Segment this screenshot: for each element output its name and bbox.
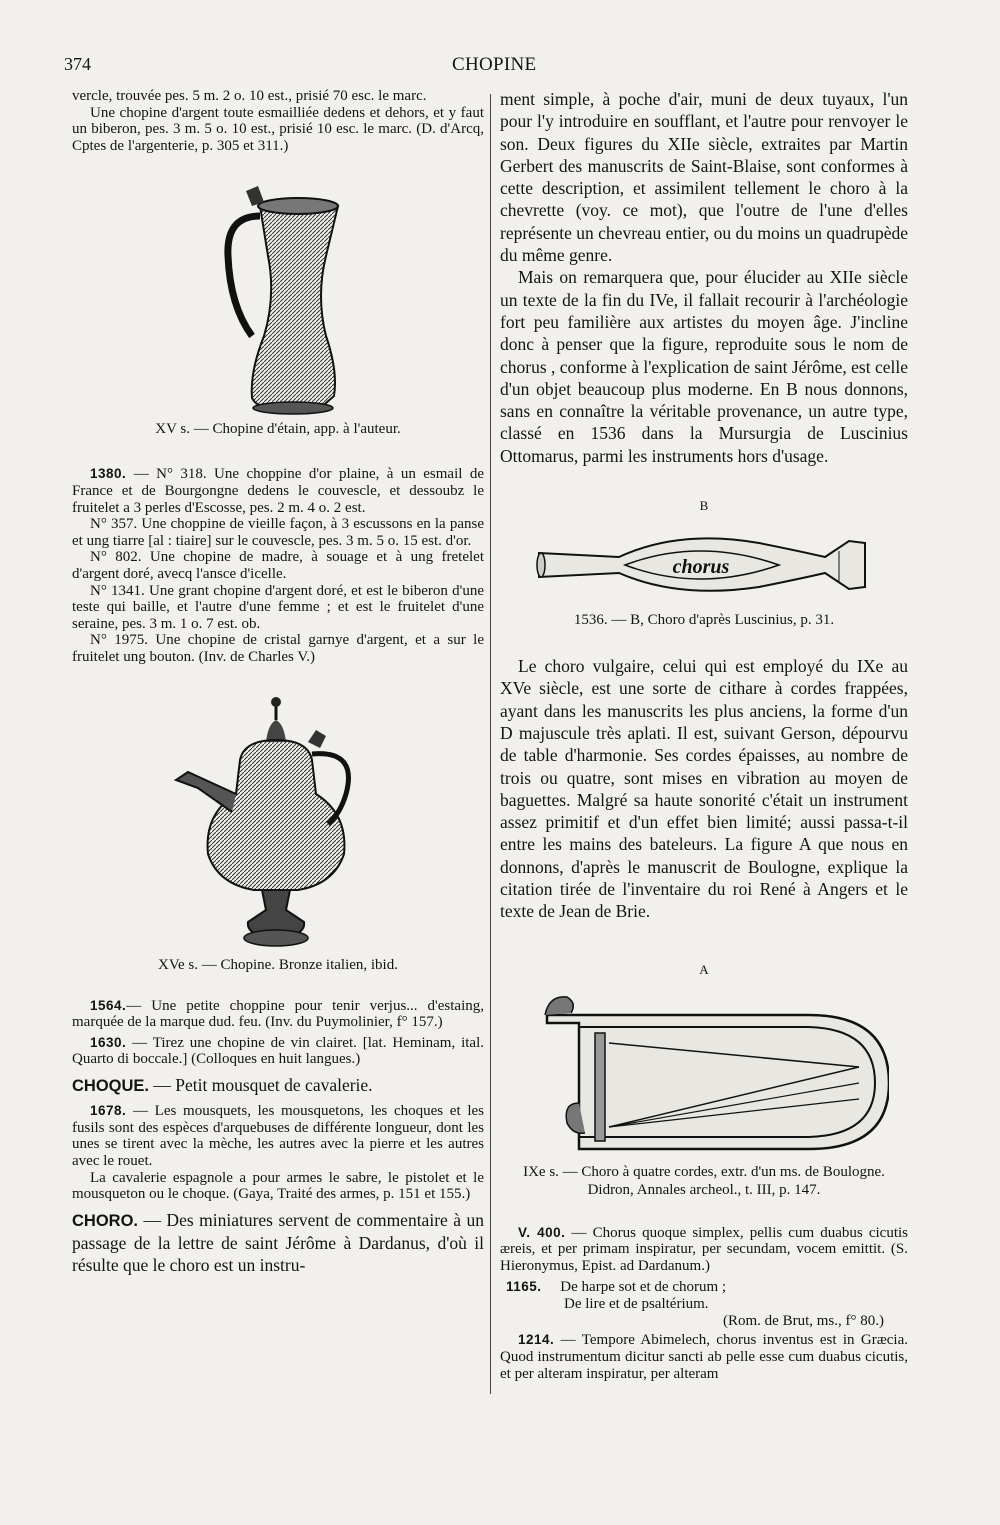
figure-letter-b: B [699, 498, 709, 514]
entry-text: — Tempore Abimelech, chorus inventus est in Græcia. Quod instrumentum dicitur sancti ab pelle esse cum duabus cicutis, et per alteram inspiratur, per alteram [500, 1332, 908, 1382]
entry-text: N° 1341. Une grant chopine d'argent doré, et est le biberon d'une teste qui baille, et l'autre d'une femme ; et est le fruitelet d'une seraine, pes. 3 m. 1 o. 7 est. ob. [72, 582, 484, 632]
right-column [500, 88, 908, 1382]
figure-caption-bronze-ewer: XVe s. — Chopine. Bronze italien, ibid. [158, 956, 398, 973]
entry-year: 1630. [90, 1034, 127, 1050]
entry-1630 [72, 1035, 484, 1068]
entry-year: V. 400. [518, 1224, 566, 1240]
pewter-jug-illustration [148, 166, 408, 416]
entry-1564 [72, 998, 484, 1031]
paragraph: Mais on remarquera que, pour élucider au XIIe siècle un texte de la fin du IVe, il fallait recourir à l'archéologie fort peu familière aux artistes du moyen âge. J'incline donc à penser que la figure, reproduite sous le nom de chorus , conforme à l'explication de saint Jérôme, est celle d'un objet beaucoup plus moderne. En B nous donnons, sans en connaître la véritable provenance, un autre type, classé en 1536 dans la Mursurgia de Luscinius Ottomarus, parmi les instruments hors d'usage. [500, 267, 908, 466]
figure-caption-pewter-jug: XV s. — Chopine d'étain, app. à l'auteur. [155, 421, 401, 438]
entry-text: N° 1975. Une chopine de cristal garnye d'argent, et a sur le fruitelet ung bouton. (Inv. de Charles V.) [72, 632, 484, 665]
entry-text: — Chorus quoque simplex, pellis cum duabus cicutis æreis, et per primam inspiratur, per secundam, vocem emittit. (S. Hieronymus, Epist. ad Dardanum.) [500, 1224, 908, 1274]
headword: CHOQUE. [72, 1076, 150, 1095]
entry-1678 [72, 1103, 484, 1169]
choro-luscinius-illustration [529, 523, 879, 603]
definition: — Petit mousquet de cavalerie. [149, 1074, 373, 1095]
entry-1214 [500, 1332, 908, 1382]
paragraph: ment simple, à poche d'air, muni de deux tuyaux, l'un pour l'y introduire en soufflant, et l'autre pour renvoyer le son. Deux figures du XIIe siècle, extraites par Martin Gerbert des manuscrits de Saint-Blaise, sont conformes à cette description, et assimilent tellement le choro à la chevrette (voy. ce mot), que l'outre de l'une d'elles représente un chevreau entier, ou du moins un quadrupède du même genre. [500, 89, 908, 266]
verse-source: (Rom. de Brut, ms., f° 80.) [723, 1313, 884, 1330]
entry-year: 1380. [90, 466, 127, 482]
verse-line: De lire et de psaltérium. [564, 1296, 709, 1313]
headword-choro [72, 1209, 484, 1277]
figure-caption-a: IXe s. — Choro à quatre cordes, extr. d'un ms. de Boulogne. Didron, Annales archeol., t. III, p. 147. [523, 1163, 885, 1198]
paragraph: Le choro vulgaire, celui qui est employé du IXe au XVe siècle, est une sorte de cithare à cordes frappées, ayant dans les manuscrits les plus anciens, la forme d'un D majuscule très aplati. Il est, suivant Gerson, dépourvu de table d'harmonie. Ses cordes épaisses, au nombre de trois ou quatre, sont mises en vibration au moyen de baguettes. Malgré sa haute sonorité c'était un instrument assez primitif et d'un effet bien limité; aussi passa-t-il entre les mains des bateleurs. La figure A que nous en donnons, d'après le manuscrit de Boulogne, explique la citation tirée de l'inventaire du roi René à Angers et le texte de Jean de Brie. [500, 656, 908, 922]
entry-v400 [500, 1225, 908, 1275]
entry-text: — Une petite choppine pour tenir verjus... d'estaing, marquée de la marque dud. feu. (Inv. du Puymolinier, f° 157.) [72, 997, 484, 1031]
entry-year: 1214. [518, 1332, 555, 1348]
page-number: 374 [64, 54, 91, 74]
running-title: CHOPINE [452, 54, 537, 75]
entry-year: 1564. [90, 997, 127, 1013]
column-divider [490, 94, 491, 1394]
entry-text: vercle, trouvée pes. 5 m. 2 o. 10 est., prisié 70 esc. le marc. [72, 88, 427, 104]
verse-line: De harpe sot et de chorum ; [560, 1279, 727, 1296]
entry-text: — Tirez une chopine de vin clairet. [lat. Heminam, ital. Quarto di boccale.] (Colloques en huit langues.) [72, 1034, 484, 1068]
figure-caption-b: 1536. — B, Choro d'après Luscinius, p. 31. [573, 612, 835, 629]
headword-choque [72, 1074, 484, 1097]
figure-letter-a: A [699, 961, 709, 977]
entry-text: — N° 318. Une choppine d'or plaine, à un esmail de France et de Bourgongne dedens le couvescle, et dessoubz le fruitelet a 3 perles d'Escosse, pes. 2 m. 4 o. 2 est. [72, 466, 484, 516]
choro-boulogne-illustration [519, 983, 889, 1153]
entry-text: N° 357. Une choppine de vieille façon, à 3 escussons en la panse et ung tiarre [al : tiaire] sur le couvescle, pes. 3 m. 5 o. 15 est. d'or. [72, 516, 484, 549]
entry-text: La cavalerie espagnole a pour armes le sabre, le pistolet et le mousqueton ou le choque. (Gaya, Traité des armes, p. 151 et 155.) [72, 1169, 484, 1203]
entry-text: N° 802. Une chopine de madre, à souage et à ung fretelet d'argent doré, avecq l'ansce d'icelle. [72, 549, 484, 582]
entry-year: 1678. [90, 1103, 127, 1119]
entry-text: Une chopine d'argent toute esmailliée dedens et dehors, et y faut un biberon, pes. 3 m. 5 o. 10 est., prisié 10 esc. le marc. (D. d'Arcq, Cptes de l'argenterie, p. 305 et 311.) [72, 104, 484, 154]
left-column [72, 88, 484, 1277]
entry-year: 1165. [506, 1279, 542, 1295]
bronze-ewer-illustration [148, 684, 408, 954]
entry-text: — Les mousquets, les mousquetons, les choques et les fusils sont des espèces d'arquebuses de différente longueur, dont les unes se tirent avec la mèche, les autres avec la pierre et les autres avec le rouet. [72, 1103, 484, 1169]
chorus-inscription: chorus [672, 556, 730, 579]
entry-1165 [500, 1278, 908, 1296]
entry-1380 [72, 466, 484, 516]
headword: CHORO. [72, 1211, 138, 1230]
definition: — Des miniatures servent de commentaire à un passage de la lettre de saint Jérôme à Dardanus, d'où il résulte que le choro est un instru- [72, 1209, 484, 1276]
